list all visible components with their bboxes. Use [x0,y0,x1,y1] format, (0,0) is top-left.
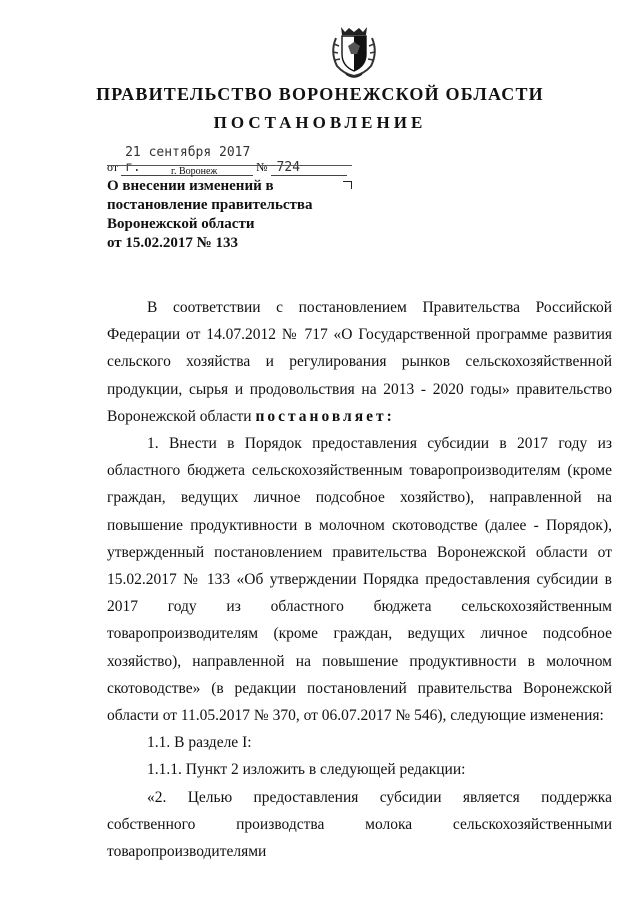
paragraph-quote: «2. Целью предоставления субсидии является поддержка собственного производства молока сельскохозяйственными товаропроизводителями [107,788,612,861]
paragraph-item-1-1: 1.1. В разделе I: [147,734,252,752]
resolution-keyword: постановляет: [255,407,395,425]
document-date: 21 сентября 2017 г. [121,145,253,176]
document-number: 724 [271,160,347,176]
document-type: ПОСТАНОВЛЕНИЕ [213,113,427,132]
subject-line: от 15.02.2017 № 133 [107,235,238,251]
document-body [107,294,612,865]
city: г. Воронеж [171,166,218,177]
subject-line: постановление правительства [107,197,313,213]
paragraph-item-1-1-1: 1.1.1. Пункт 2 изложить в следующей редакции: [147,761,466,779]
paragraph-preamble [107,294,612,430]
voronezh-coat-of-arms-icon [328,24,380,80]
document-subject [107,177,313,253]
dateline-rule [107,165,352,166]
subject-line: О внесении изменений в [107,178,274,194]
corner-bracket [343,181,352,189]
subject-line: Воронежской области [107,216,255,232]
organization-title: ПРАВИТЕЛЬСТВО ВОРОНЕЖСКОЙ ОБЛАСТИ [96,84,544,104]
dateline [107,145,347,176]
number-label: № [256,160,268,174]
preamble-text: В соответствии с постановлением Правительства Российской Федерации от 14.07.2012 № 717 «О Государственной программе развития сельского хозяйства и регулирования рынков сельскохозяйственной продукции, сырья и продовольствия на 2013 - 2020 годы» правительство Воронежской области [107,299,612,425]
paragraph-item-1: 1. Внести в Порядок предоставления субсидии в 2017 году из областного бюджета сельскохозяйственным товаропроизводителям (кроме граждан, ведущих личное подсобное хозяйство), направленной на повышение продуктивности в молочном скотоводстве (далее - Порядок), утвержденный постановлением правительства Воронежской области от 15.02.2017 № 133 «Об утверждении Порядка предоставления субсидии в 2017 году из областного бюджета сельскохозяйственным товаропроизводителям (кроме граждан, ведущих личное подсобное хозяйство), направленной на повышение продуктивности в молочном скотоводстве» (в редакции постановлений правительства Воронежской области от 11.05.2017 № 370, от 06.07.2017 № 546), следующие изменения: [107,435,612,725]
date-prefix: от [107,160,119,174]
